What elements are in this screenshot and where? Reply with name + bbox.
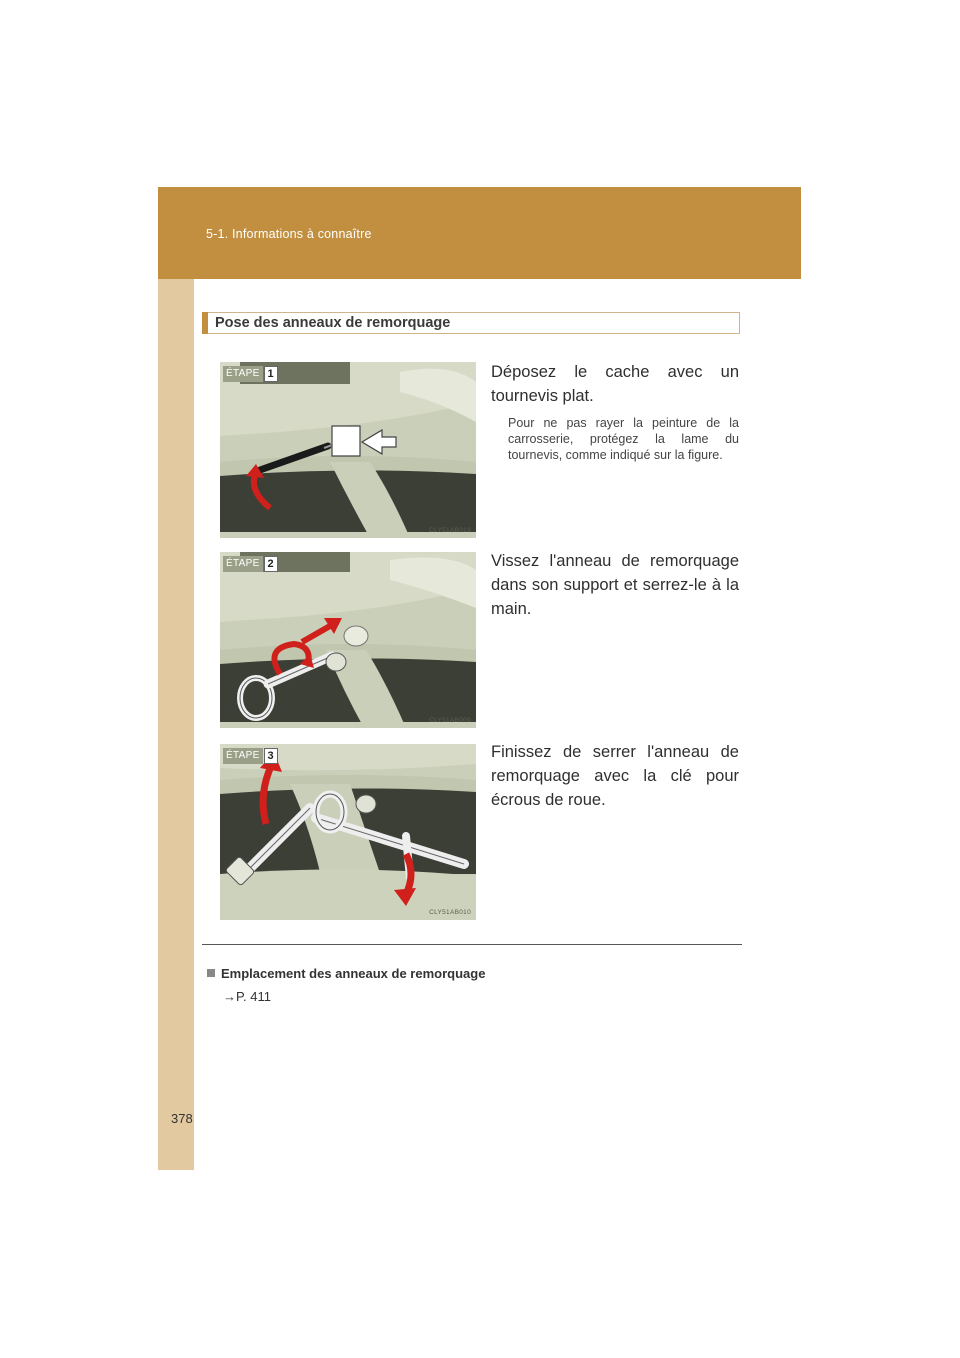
section-breadcrumb: 5-1. Informations à connaître <box>206 227 372 241</box>
figure-code: CLY51AB019 <box>429 527 471 534</box>
section-heading: Pose des anneaux de remorquage <box>215 315 451 331</box>
step-3-text: Finissez de serrer l'anneau de remorquage avec la clé pour écrous de roue. <box>491 743 739 809</box>
step-badge: ÉTAPE 1 <box>223 366 278 382</box>
step-1-text: Déposez le cache avec un tournevis plat. <box>491 363 739 405</box>
section-divider <box>202 944 742 945</box>
info-heading: Emplacement des anneaux de remorquage <box>207 966 485 981</box>
step-2-text: Vissez l'anneau de remorquage dans son support et serrez-le à la main. <box>491 552 739 618</box>
step-1-note: Pour ne pas rayer la peinture de la carrosserie, protégez la lame du tournevis, comme indiqué sur la figure. <box>508 416 739 462</box>
figure-code: CLY51AB010 <box>429 909 471 916</box>
page-reference-link[interactable]: →P. 411 <box>223 989 271 1004</box>
step-badge: ÉTAPE 3 <box>223 748 278 764</box>
section-heading-box <box>202 312 740 334</box>
step-2-illustration <box>220 552 476 728</box>
square-bullet-icon <box>207 969 215 977</box>
page-number: 378 <box>171 1111 193 1126</box>
step-badge: ÉTAPE 2 <box>223 556 278 572</box>
left-margin-strip <box>158 187 194 1170</box>
step-3-illustration <box>220 744 476 920</box>
heading-accent-bar <box>202 312 208 334</box>
step-1-illustration <box>220 362 476 538</box>
figure-code: CLY51AB009 <box>429 717 471 724</box>
